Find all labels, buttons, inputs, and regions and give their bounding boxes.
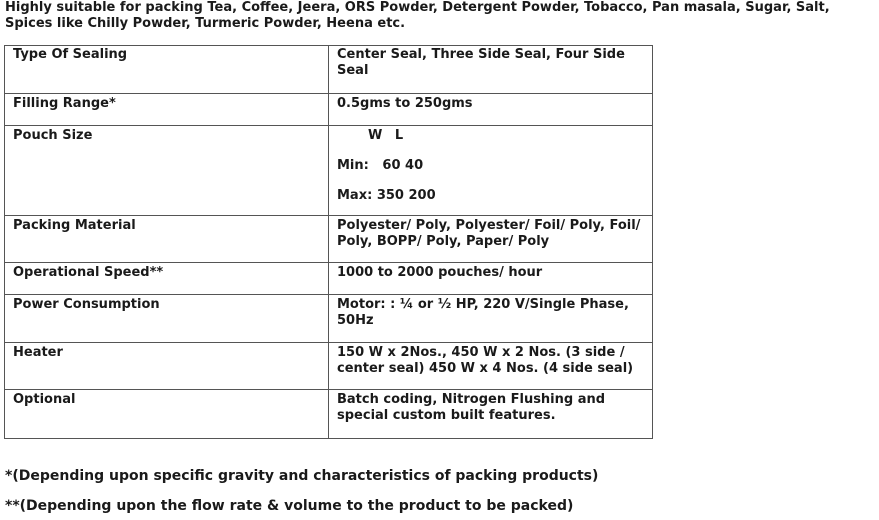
table-row	[5, 295, 653, 343]
spec-label-operational-speed: Operational Speed**	[5, 263, 329, 295]
spec-label-filling-range: Filling Range*	[5, 94, 329, 126]
spec-label-heater: Heater	[5, 343, 329, 390]
table-row	[5, 263, 653, 295]
table-row	[5, 390, 653, 439]
spec-value-optional: Batch coding, Nitrogen Flushing and special custom built features.	[329, 390, 653, 439]
spec-label-pouch-size: Pouch Size	[5, 126, 329, 216]
table-row	[5, 216, 653, 263]
table-row	[5, 126, 653, 216]
intro-paragraph: Highly suitable for packing Tea, Coffee, Jeera, ORS Powder, Detergent Powder, Tobacco, Pan masala, Sugar, Salt, Spices like Chilly Powder, Turmeric Powder, Heena etc.	[5, 0, 830, 31]
pouch-size-header: W L	[368, 128, 404, 143]
spec-value-operational-speed: 1000 to 2000 pouches/ hour	[329, 263, 653, 295]
spec-value-heater: 150 W x 2Nos., 450 W x 2 Nos. (3 side / center seal) 450 W x 4 Nos. (4 side seal)	[329, 343, 653, 390]
pouch-size-min: Min: 60 40	[337, 158, 424, 173]
table-row	[5, 94, 653, 126]
spec-value-filling-range: 0.5gms to 250gms	[329, 94, 653, 126]
footnote-operational-speed: **(Depending upon the flow rate & volume to the product to be packed)	[5, 498, 574, 514]
spec-label-packing-material: Packing Material	[5, 216, 329, 263]
spec-value-sealing-type: Center Seal, Three Side Seal, Four Side Seal	[329, 46, 653, 94]
spec-value-pouch-size	[329, 126, 653, 216]
spec-value-power-consumption: Motor: : ¼ or ½ HP, 220 V/Single Phase, 50Hz	[329, 295, 653, 343]
spec-label-sealing-type: Type Of Sealing	[5, 46, 329, 94]
footnote-filling-range: *(Depending upon specific gravity and characteristics of packing products)	[5, 468, 599, 484]
spec-value-packing-material: Polyester/ Poly, Polyester/ Foil/ Poly, Foil/ Poly, BOPP/ Poly, Paper/ Poly	[329, 216, 653, 263]
spec-label-optional: Optional	[5, 390, 329, 439]
table-row	[5, 46, 653, 94]
spec-label-power-consumption: Power Consumption	[5, 295, 329, 343]
specifications-table	[4, 45, 653, 439]
pouch-size-max: Max: 350 200	[337, 188, 436, 203]
table-row	[5, 343, 653, 390]
